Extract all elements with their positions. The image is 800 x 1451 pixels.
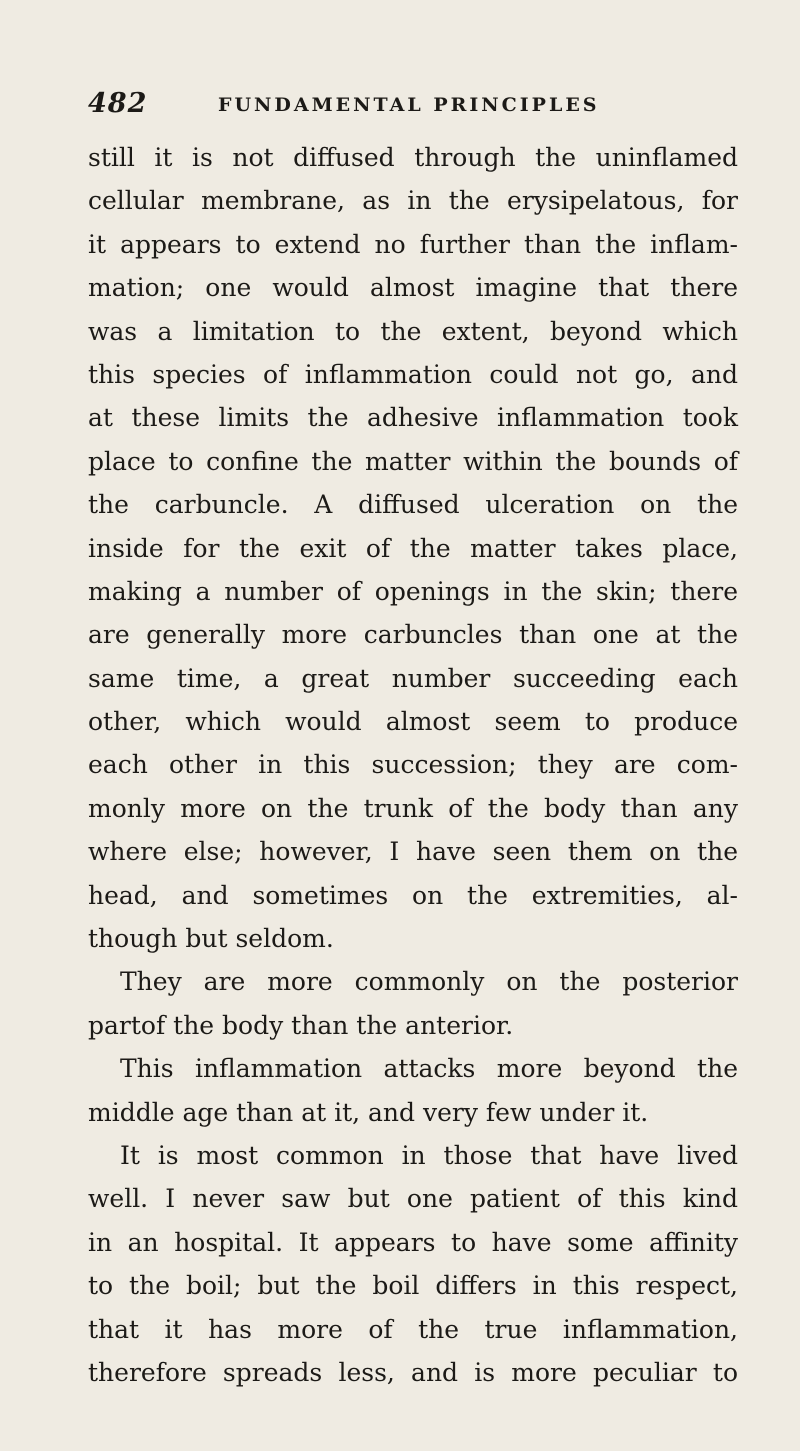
text-line: It is most common in those that have lived [120, 1140, 738, 1170]
text-line: was a limitation to the extent, beyond which [88, 316, 738, 346]
text-line: mation; one would almost imagine that there [88, 273, 738, 303]
running-head: FUNDAMENTAL PRINCIPLES [218, 94, 600, 116]
text-line: They are more commonly on the posterior [120, 967, 738, 997]
text-line: monly more on the trunk of the body than any [88, 793, 738, 823]
text-line: though but seldom. [88, 924, 334, 954]
text-line: are generally more carbuncles than one at the [88, 620, 738, 650]
text-line: still it is not diffused through the uninflamed [88, 143, 738, 172]
text-line: therefore spreads less, and is more peculiar to [88, 1357, 738, 1387]
body-text [88, 136, 738, 1394]
text-line: this species of inflammation could not go, and [88, 359, 738, 389]
text-line: to the boil; but the boil differs in this respect, [88, 1271, 738, 1301]
text-line: it appears to extend no further than the inflam- [88, 229, 738, 259]
text-line: This inflammation attacks more beyond the [120, 1054, 738, 1084]
text-line: at these limits the adhesive inflammation took [88, 403, 738, 433]
text-line: partof the body than the anterior. [88, 1010, 514, 1040]
text-line: each other in this succession; they are com- [88, 750, 738, 780]
text-line: place to confine the matter within the bounds of [88, 446, 738, 476]
text-line: other, which would almost seem to produce [88, 707, 738, 737]
text-line: well. I never saw but one patient of this kind [88, 1184, 738, 1214]
page-number: 482 [88, 88, 148, 119]
text-line: in an hospital. It appears to have some affinity [88, 1227, 738, 1257]
text-line: that it has more of the true inflammation, [88, 1314, 738, 1344]
page-header [88, 88, 738, 128]
text-line: cellular membrane, as in the erysipelatous, for [88, 186, 738, 216]
text-line: inside for the exit of the matter takes place, [88, 533, 738, 563]
text-line: the carbuncle. A diffused ulceration on the [88, 490, 738, 520]
text-line: making a number of openings in the skin; there [88, 576, 738, 606]
text-line: middle age than at it, and very few under it. [88, 1097, 649, 1127]
text-line: where else; however, I have seen them on the [88, 837, 738, 867]
text-line: head, and sometimes on the extremities, al- [88, 880, 738, 910]
text-line: same time, a great number succeeding each [88, 663, 738, 693]
